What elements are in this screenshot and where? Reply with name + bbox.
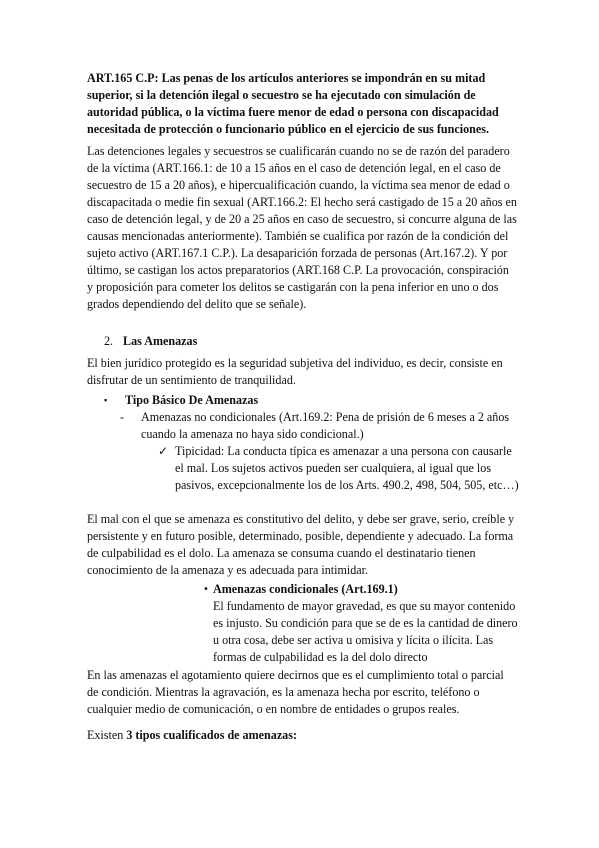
list-item-tipicidad <box>158 443 520 494</box>
existen-line <box>87 727 297 744</box>
art165-paragraph: ART.165 C.P: Las penas de los artículos anteriores se impondrán en su mitad superior, si la detención ilegal o secuestro se ha ejecutado con simulación de autoridad pública, o la víctima fuere menor de edad o persona con discapacidad necesitada de protección o funcionario público en el ejercicio de sus funciones. <box>87 71 499 136</box>
bien-juridico-paragraph: El bien jurídico protegido es la seguridad subjetiva del individuo, es decir, consiste en disfrutar de un sentimiento de tranquilidad. <box>87 356 503 387</box>
square-bullet-icon: ▪ <box>104 395 108 405</box>
dash-bullet-icon: - <box>120 410 125 424</box>
section-title: Las Amenazas <box>123 334 198 348</box>
round-bullet-icon: • <box>203 584 209 595</box>
existen-bold: 3 tipos cualificados de amenazas: <box>126 728 297 742</box>
amenazas-condicionales-title: Amenazas condicionales (Art.169.1) <box>213 582 398 596</box>
amenazas-no-condicionales-text: Amenazas no condicionales (Art.169.2: Pena de prisión de 6 meses a 2 años cuando la amenaza no haya sido condicional.) <box>141 410 510 441</box>
detenciones-paragraph: Las detenciones legales y secuestros se cualificarán cuando no se de razón del paradero de la víctima (ART.166.1: de 10 a 15 años en el caso de detención legal, en el caso de secuestro de 15 a 20 años), e hipercualificación cuando, la víctima sea menor de edad o discapacitada o medie fin sexual (ART.166.2: El hecho será castigado de 15 a 20 años en caso de detención legal, y de 20 a 25 años en caso de secuestro, si concurre alguna de las causas mencionadas anteriormente). También se cualifica por razón de la condición del sujeto activo (ART.167.1 C.P.). La desaparición forzada de personas (Art.167.2). Y por último, se castigan los actos preparatorios (ART.168 C.P. La provocación, conspiración y proposición para cometer los delitos se castigarán con la pena inferior en uno o dos grados dependiendo del delito que se señale). <box>87 144 517 311</box>
tipicidad-text: Tipicidad: La conducta típica es amenazar a una persona con causarle el mal. Los sujetos activos pueden ser cualquiera, al igual que los pasivos, excepcionalmente los de los Arts. 490.2, 498, 504, 505, etc…) <box>175 444 519 492</box>
section-heading <box>104 333 197 350</box>
agotamiento-paragraph: En las amenazas el agotamiento quiere decirnos que es el cumplimiento total o parcial de condición. Mientras la agravación, es la amenaza hecha por escrito, teléfono o cualquier medio de comunicación, o en nombre de entidades o grupos reales. <box>87 668 504 716</box>
list-item-condicionales <box>193 581 523 666</box>
mal-paragraph: El mal con el que se amenaza es constitutivo del delito, y debe ser grave, serio, creíble y persistente y en futuro posible, determinado, posible, dependiente y adecuado. La forma de culpabilidad es el dolo. La amenaza se consuma cuando el destinatario tienen conocimiento de la amenaza y es adecuada para intimidar. <box>87 512 515 577</box>
existen-prefix: Existen <box>87 728 127 742</box>
amenazas-condicionales-text: El fundamento de mayor gravedad, es que su mayor contenido es injusto. Su condición para que se de es la cantidad de dinero u otra cosa, debe ser activa u omisiva y lícita o ilícita. Las formas de culpabilidad es la del dolo directo <box>213 599 518 664</box>
tipo-basico-title: Tipo Básico De Amenazas <box>125 393 259 407</box>
tipo-basico-heading <box>104 392 258 409</box>
list-item-no-condicionales <box>120 409 520 443</box>
checkmark-icon: ✓ <box>158 444 169 458</box>
section-number: 2. <box>104 334 114 348</box>
